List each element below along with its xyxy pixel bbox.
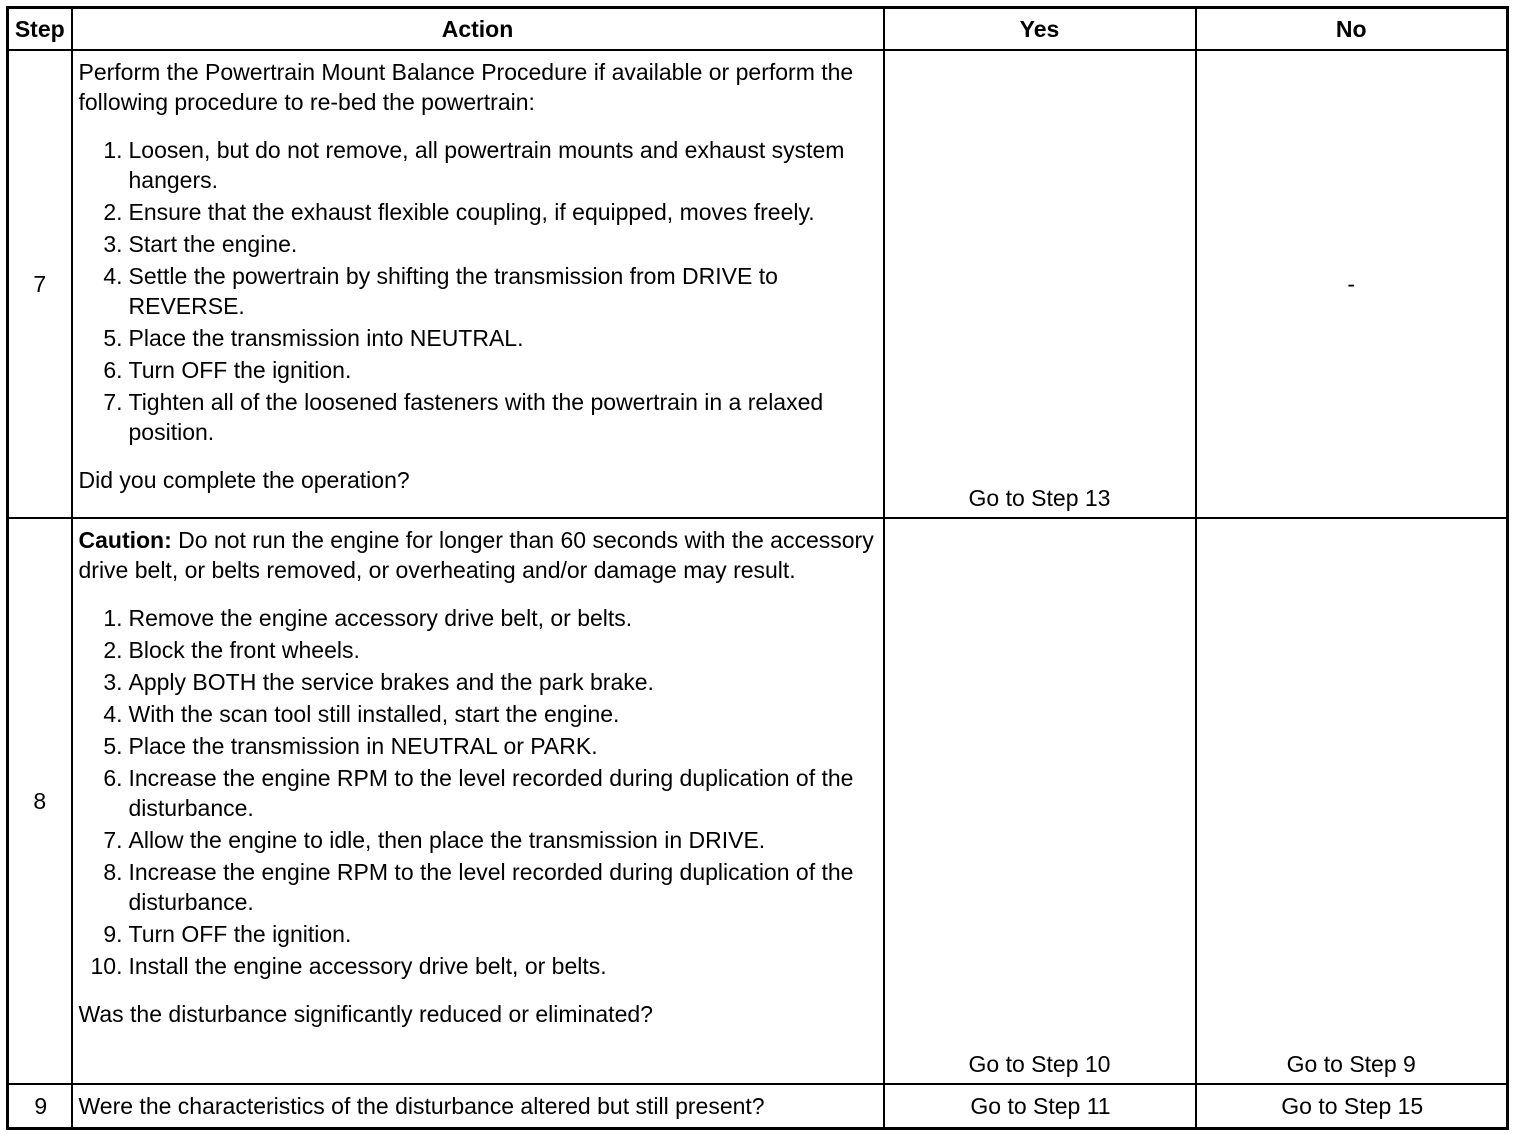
list-item-text: Place the transmission in NEUTRAL or PARK. <box>128 733 598 759</box>
list-item-text: Start the engine. <box>128 231 298 257</box>
list-item <box>79 387 879 447</box>
list-item-number: 10. <box>90 953 123 979</box>
list-item-number: 7. <box>103 389 123 415</box>
caution-paragraph <box>79 525 879 585</box>
list-item <box>79 197 879 227</box>
list-item <box>79 667 879 697</box>
list-item-text: Block the front wheels. <box>128 637 360 663</box>
list-item-number: 3. <box>103 669 123 695</box>
list-item-text: Tighten all of the loosened fasteners with the powertrain in a relaxed position. <box>128 389 824 445</box>
list-item-text: Loosen, but do not remove, all powertrain mounts and exhaust system hangers. <box>128 137 845 193</box>
list-item <box>79 261 879 321</box>
list-item-text: Apply BOTH the service brakes and the park brake. <box>128 669 654 695</box>
yes-result[interactable]: Go to Step 11 <box>884 1084 1196 1129</box>
list-item-number: 6. <box>103 765 123 791</box>
list-item-number: 7. <box>103 827 123 853</box>
header-action: Action <box>72 8 884 51</box>
yes-result[interactable]: Go to Step 10 <box>968 1051 1111 1077</box>
list-item-number: 4. <box>103 701 123 727</box>
list-item <box>79 635 879 665</box>
caution-label: Caution: <box>78 527 172 553</box>
action-question: Were the characteristics of the disturbance altered but still present? <box>72 1084 884 1129</box>
header-no: No <box>1196 8 1508 51</box>
list-item <box>79 355 879 385</box>
table-row-step-9 <box>8 1084 1508 1129</box>
caution-text: Do not run the engine for longer than 60 seconds with the accessory drive belt, or belts removed, or overheating and/or damage may result. <box>78 527 874 583</box>
header-step: Step <box>8 8 72 51</box>
yes-result[interactable]: Go to Step 13 <box>968 485 1111 511</box>
header-row <box>8 8 1508 51</box>
list-item <box>79 699 879 729</box>
step-number: 9 <box>8 1084 72 1129</box>
no-cell <box>1196 518 1508 1084</box>
list-item-text: With the scan tool still installed, start the engine. <box>128 701 620 727</box>
diagnostic-table <box>6 6 1509 1130</box>
list-item-number: 5. <box>103 325 123 351</box>
list-item <box>79 951 879 981</box>
list-item-number: 5. <box>103 733 123 759</box>
list-item-number: 9. <box>103 921 123 947</box>
list-item <box>79 919 879 949</box>
action-question: Did you complete the operation? <box>78 467 410 493</box>
procedure-list <box>79 603 879 981</box>
no-result: - <box>1347 271 1356 297</box>
list-item-number: 4. <box>103 263 123 289</box>
list-item <box>79 857 879 917</box>
list-item-number: 3. <box>103 231 123 257</box>
action-cell <box>72 518 884 1084</box>
step-number: 7 <box>8 50 72 518</box>
list-item-text: Turn OFF the ignition. <box>128 357 352 383</box>
list-item-number: 6. <box>103 357 123 383</box>
list-item-text: Place the transmission into NEUTRAL. <box>128 325 524 351</box>
action-cell <box>72 50 884 518</box>
list-item <box>79 135 879 195</box>
list-item-text: Install the engine accessory drive belt, or belts. <box>128 953 607 979</box>
procedure-list <box>79 135 879 447</box>
table-row-step-7 <box>8 50 1508 518</box>
list-item <box>79 229 879 259</box>
action-question: Was the disturbance significantly reduced or eliminated? <box>78 1001 653 1027</box>
yes-cell <box>884 518 1196 1084</box>
list-item <box>79 731 879 761</box>
list-item <box>79 603 879 633</box>
list-item <box>79 763 879 823</box>
list-item-text: Turn OFF the ignition. <box>128 921 352 947</box>
list-item-number: 8. <box>103 859 123 885</box>
list-item-text: Settle the powertrain by shifting the transmission from DRIVE to REVERSE. <box>128 263 778 319</box>
list-item-text: Increase the engine RPM to the level recorded during duplication of the disturbance. <box>128 765 854 821</box>
list-item <box>79 825 879 855</box>
action-intro: Perform the Powertrain Mount Balance Procedure if available or perform the following procedure to re-bed the powertrain: <box>78 59 854 115</box>
no-result[interactable]: Go to Step 15 <box>1196 1084 1508 1129</box>
no-cell <box>1196 50 1508 518</box>
header-yes: Yes <box>884 8 1196 51</box>
list-item-text: Ensure that the exhaust flexible coupling, if equipped, moves freely. <box>128 199 815 225</box>
list-item-text: Remove the engine accessory drive belt, or belts. <box>128 605 633 631</box>
list-item-number: 2. <box>103 199 123 225</box>
table-row-step-8 <box>8 518 1508 1084</box>
yes-cell <box>884 50 1196 518</box>
list-item-text: Increase the engine RPM to the level recorded during duplication of the disturbance. <box>128 859 854 915</box>
list-item-text: Allow the engine to idle, then place the transmission in DRIVE. <box>128 827 766 853</box>
step-number: 8 <box>8 518 72 1084</box>
list-item-number: 1. <box>103 605 123 631</box>
list-item-number: 2. <box>103 637 123 663</box>
list-item <box>79 323 879 353</box>
list-item-number: 1. <box>103 137 123 163</box>
no-result[interactable]: Go to Step 9 <box>1286 1051 1416 1077</box>
